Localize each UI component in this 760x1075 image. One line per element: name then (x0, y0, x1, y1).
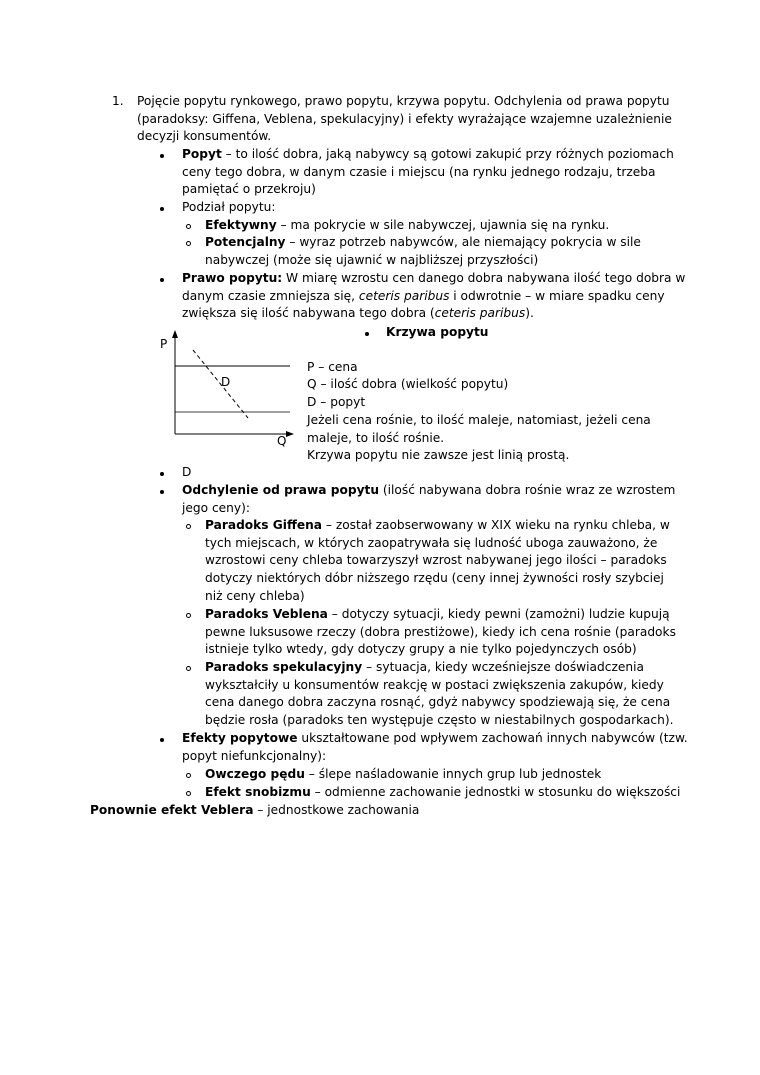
popyt-definition: Popyt – to ilość dobra, jaką nabywcy są gotowi zakupić przy różnych poziomach (182, 147, 674, 161)
item-heading-line-3: decyzji konsumentów. (137, 129, 272, 143)
speculative-line-4: będzie rosła (paradoks ten występuje często w niestabilnych gospodarkach). (205, 713, 674, 727)
giffen-line-3: wzrostowi ceny chleba towarzyszył wzrost nabywanej jego ilości – paradoks (205, 553, 667, 567)
giffen-line-4: dotyczy niektórych dóbr niższego rzędu (ceny innej żywności rosły szybciej (205, 571, 664, 585)
prawo-line-3: zwiększa się ilość nabywana tego dobra (ceteris paribus). (182, 306, 534, 320)
herd-effect: Owczego pędu – ślepe naśladowanie innych grup lub jednostek (205, 767, 602, 781)
axis-p-label: P (160, 337, 168, 351)
item-heading-line-1: Pojęcie popytu rynkowego, prawo popytu, krzywa popytu. Odchylenia od prawa popytu (137, 94, 670, 108)
giffen-paradox: Paradoks Giffena – został zaobserwowany w XIX wieku na rynku chleba, w (205, 518, 670, 532)
y-axis-arrow (172, 330, 178, 338)
item-number: 1. (112, 94, 124, 108)
odchylenie-line-2: jego ceny): (182, 501, 250, 515)
speculative-line-3: cena danego dobra zaczyna rosnąć, gdyż nabywcy spodziewają się, że cena (205, 695, 671, 709)
speculative-line-2: wykształciły u konsumentów reakcję w postaci zwiększenia zakupów, kiedy (205, 678, 664, 692)
d-bullet-text: D (182, 465, 192, 479)
sub-bullet-circle (186, 524, 191, 529)
x-axis-arrow (286, 431, 294, 437)
popyt-term: Popyt (182, 147, 222, 161)
bullet-dot (160, 472, 164, 476)
krzywa-title: Krzywa popytu (386, 325, 489, 339)
item-heading-line-2: (paradoksy: Giffena, Veblena, spekulacyjny) i efekty wyrażające wzajemne uzależnienie (137, 112, 672, 126)
veblen-line-3: istnieje tylko wtedy, gdy dotyczy grupy a nie tylko pojedynczych osób) (205, 642, 637, 656)
sub-bullet-circle (186, 613, 191, 618)
potencjalny-item: Potencjalny – wyraz potrzeb nabywców, ale niemający pokrycia w sile (205, 235, 641, 249)
legend-line-2: Q – ilość dobra (wielkość popytu) (307, 377, 509, 391)
sub-bullet-circle (186, 773, 191, 778)
efektywny-item: Efektywny – ma pokrycie w sile nabywczej, ujawnia się na rynku. (205, 218, 610, 232)
speculative-paradox: Paradoks spekulacyjny – sytuacja, kiedy wcześniejsze doświadczenia (205, 660, 644, 674)
legend-line-5: maleje, to ilość rośnie. (307, 431, 445, 445)
prawo-popytu: Prawo popytu: W miarę wzrostu cen danego dobra nabywana ilość tego dobra w (182, 271, 686, 285)
giffen-line-5: niż ceny chleba) (205, 589, 305, 603)
popyt-line-2: ceny tego dobra, w danym czasie i miejscu (na rynku jednego rodzaju, trzeba (182, 165, 656, 179)
snob-effect: Efekt snobizmu – odmienne zachowanie jednostki w stosunku do większości (205, 785, 681, 799)
bullet-dot (160, 154, 164, 158)
demand-effects: Efekty popytowe ukształtowane pod wpływem zachowań innych nabywców (tzw. (182, 731, 688, 745)
legend-line-6: Krzywa popytu nie zawsze jest linią prostą. (307, 448, 570, 462)
popyt-line-3: pamiętać o przekroju) (182, 182, 316, 196)
sub-bullet-circle (186, 791, 191, 796)
bullet-dot (160, 207, 164, 211)
veblen-paradox: Paradoks Veblena – dotyczy sytuacji, kiedy pewni (zamożni) ludzie kupują (205, 607, 670, 621)
potencjalny-line-2: nabywczej (może się ujawnić w najbliższej przyszłości) (205, 253, 539, 267)
giffen-line-2: tych miejscach, w których zaopatrywała się ludność uboga zauważono, że (205, 536, 658, 550)
curve-d-label: D (221, 375, 231, 389)
podzial-label: Podział popytu: (182, 200, 276, 214)
sub-bullet-circle (186, 241, 191, 246)
sub-bullet-circle (186, 224, 191, 229)
odchylenie: Odchylenie od prawa popytu (ilość nabywana dobra rośnie wraz ze wzrostem (182, 483, 676, 497)
legend-line-3: D – popyt (307, 395, 366, 409)
demand-chart (160, 328, 300, 448)
veblen-line-2: pewne luksusowe rzeczy (dobra prestiżowe), kiedy ich cena rośnie (paradoks (205, 625, 676, 639)
prawo-line-2: danym czasie zmniejsza się, ceteris paribus i odwrotnie – w miare spadku ceny (182, 289, 665, 303)
bullet-dot (160, 490, 164, 494)
legend-line-1: P – cena (307, 360, 358, 374)
veblen-effect-again: Ponownie efekt Veblera – jednostkowe zachowania (90, 803, 420, 817)
demand-effects-line-2: popyt niefunkcjonalny): (182, 749, 327, 763)
bullet-dot (365, 332, 369, 336)
bullet-dot (160, 278, 164, 282)
bullet-dot (160, 738, 164, 742)
sub-bullet-circle (186, 666, 191, 671)
axis-q-label: Q (277, 434, 287, 448)
legend-line-4: Jeżeli cena rośnie, to ilość maleje, natomiast, jeżeli cena (307, 413, 651, 427)
